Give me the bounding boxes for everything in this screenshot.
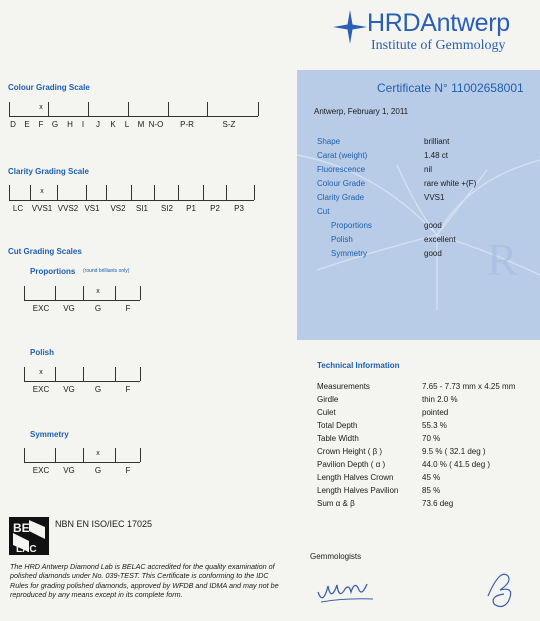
row-label-carat: Carat (weight) — [317, 151, 368, 160]
symmetry-scale-tick — [55, 448, 56, 462]
belac-logo — [9, 517, 49, 555]
tech-label: Length Halves Crown — [317, 473, 394, 482]
proportions-scale-label: EXC — [32, 304, 50, 313]
symmetry-scale-baseline — [24, 462, 140, 463]
colour-scale-label: G — [51, 120, 59, 129]
proportions-note: (round brilliants only) — [83, 268, 130, 274]
certificate-number: Certificate N° 11002658001 — [377, 81, 524, 95]
symmetry-scale-tick — [24, 448, 25, 462]
row-value-clarity-grade: VVS1 — [424, 193, 445, 202]
proportions-scale-tick — [55, 286, 56, 300]
svg-text:R: R — [487, 234, 518, 285]
tech-label: Pavilion Depth ( α ) — [317, 460, 386, 469]
colour-scale-label: I — [81, 120, 85, 129]
symmetry-scale-label: F — [125, 466, 131, 475]
row-value-colour-grade: rare white +(F) — [424, 179, 477, 188]
brand-name: HRDAntwerp — [367, 9, 510, 37]
certificate-date: Antwerp, February 1, 2011 — [314, 107, 409, 116]
proportions-scale-label: VG — [63, 304, 75, 313]
colour-scale-selected-mark: x — [39, 104, 43, 111]
proportions-scale-tick — [115, 286, 116, 300]
row-label-fluorescence: Fluorescence — [317, 165, 366, 174]
proportions-scale-tick — [83, 286, 84, 300]
clarity-scale-selected-mark: x — [40, 188, 44, 195]
tech-label: Measurements — [317, 382, 370, 391]
row-label-polish: Polish — [331, 235, 353, 244]
tech-label: Girdle — [317, 395, 339, 404]
colour-scale-title: Colour Grading Scale — [8, 83, 90, 92]
colour-scale-label: E — [24, 120, 30, 129]
tech-label: Length Halves Pavilion — [317, 486, 399, 495]
belac-logo-lac: LAC — [16, 544, 37, 555]
tech-label: Crown Height ( β ) — [317, 447, 383, 456]
tech-label: Sum α & β — [317, 499, 355, 508]
symmetry-scale-selected-mark: x — [96, 450, 100, 457]
tech-value: 7.65 - 7.73 mm x 4.25 mm — [422, 382, 516, 391]
tech-value: 55.3 % — [422, 421, 447, 430]
tech-value: 85 % — [422, 486, 441, 495]
colour-scale-label: K — [110, 120, 116, 129]
colour-scale-label: J — [96, 120, 100, 129]
polish-scale-selected-mark: x — [39, 369, 43, 376]
polish-scale-label: VG — [63, 385, 75, 394]
colour-scale-tick — [128, 102, 129, 116]
iso-standard: NBN EN ISO/IEC 17025 — [55, 519, 153, 529]
tech-value: 70 % — [422, 434, 441, 443]
clarity-scale-tick — [106, 185, 107, 200]
gemmologists-label: Gemmologists — [310, 552, 362, 561]
symmetry-scale-label: G — [94, 466, 102, 475]
row-value-symmetry: good — [424, 249, 442, 258]
proportions-scale-selected-mark: x — [96, 288, 100, 295]
clarity-scale-label: VVS1 — [31, 204, 53, 213]
clarity-scale-label: SI2 — [160, 204, 174, 213]
proportions-scale-baseline — [24, 300, 140, 301]
clarity-scale-tick — [9, 185, 10, 200]
colour-scale-label: H — [67, 120, 73, 129]
row-value-shape: brilliant — [424, 137, 450, 146]
proportions-scale-tick — [24, 286, 25, 300]
row-value-proportions: good — [424, 221, 442, 230]
row-value-polish: excellent — [424, 235, 456, 244]
tech-value: 45 % — [422, 473, 441, 482]
polish-scale-label: F — [125, 385, 131, 394]
gemmologist-signature-2 — [478, 566, 526, 614]
technical-title: Technical Information — [317, 361, 400, 370]
row-label-colour-grade: Colour Grade — [317, 179, 366, 188]
colour-scale-tick — [258, 102, 259, 116]
colour-scale-label: S-Z — [222, 120, 236, 129]
tech-value: pointed — [422, 408, 449, 417]
colour-scale-label: F — [38, 120, 44, 129]
gemmologist-signature-1 — [315, 572, 375, 610]
colour-scale-label: N-O — [148, 120, 164, 129]
row-label-cut: Cut — [317, 207, 330, 216]
clarity-scale-tick — [254, 185, 255, 200]
clarity-scale-tick — [203, 185, 204, 200]
clarity-scale-label: SI1 — [135, 204, 149, 213]
tech-value: thin 2.0 % — [422, 395, 458, 404]
brand-subtitle: Institute of Gemmology — [371, 38, 506, 53]
polish-scale-title: Polish — [30, 348, 55, 357]
row-label-proportions: Proportions — [331, 221, 372, 230]
symmetry-scale-label: VG — [63, 466, 75, 475]
clarity-scale-label: P1 — [186, 204, 196, 213]
colour-scale-tick — [88, 102, 89, 116]
colour-scale-tick — [207, 102, 208, 116]
proportions-scale-tick — [140, 286, 141, 300]
polish-scale-label: EXC — [32, 385, 50, 394]
polish-scale-label: G — [94, 385, 102, 394]
polish-scale-tick — [115, 367, 116, 381]
proportions-scale-title: Proportions — [30, 267, 76, 276]
proportions-scale-label: F — [125, 304, 131, 313]
clarity-scale-label: VVS2 — [57, 204, 79, 213]
clarity-scale-label: VS1 — [84, 204, 100, 213]
colour-scale-baseline — [9, 116, 258, 117]
row-value-carat: 1.48 ct — [424, 151, 449, 160]
clarity-scale-tick — [30, 185, 31, 200]
tech-label: Culet — [317, 408, 336, 417]
clarity-scale-label: P2 — [210, 204, 220, 213]
clarity-scale-baseline — [9, 200, 254, 201]
polish-scale-tick — [55, 367, 56, 381]
clarity-scale-label: LC — [12, 204, 24, 213]
cut-scales-title: Cut Grading Scales — [8, 247, 82, 256]
polish-scale-tick — [83, 367, 84, 381]
colour-scale-tick — [9, 102, 10, 116]
colour-scale-label: P-R — [180, 120, 194, 129]
hrd-star-icon — [333, 10, 367, 44]
symmetry-scale-title: Symmetry — [30, 430, 69, 439]
polish-scale-tick — [140, 367, 141, 381]
colour-scale-label: L — [124, 120, 130, 129]
belac-logo-be: BE — [13, 521, 30, 535]
accreditation-text: The HRD Antwerp Diamond Lab is BELAC accredited for the quality examination of polished diamonds under No. 039-TEST. This Certificate is conforming to the IDC Rules for grading polished diamonds, approved by WFDB and IDMA and may not be reproduced by any means except in its complete form. — [10, 562, 279, 599]
clarity-scale-label: VS2 — [110, 204, 126, 213]
clarity-scale-tick — [57, 185, 58, 200]
symmetry-scale-tick — [115, 448, 116, 462]
tech-value: 73.6 deg — [422, 499, 454, 508]
clarity-scale-tick — [178, 185, 179, 200]
row-value-fluorescence: nil — [424, 165, 433, 174]
tech-label: Table Width — [317, 434, 359, 443]
tech-value: 44.0 % ( 41.5 deg ) — [422, 460, 491, 469]
colour-scale-tick — [48, 102, 49, 116]
symmetry-scale-tick — [83, 448, 84, 462]
symmetry-scale-tick — [140, 448, 141, 462]
symmetry-scale-label: EXC — [32, 466, 50, 475]
clarity-scale-title: Clarity Grading Scale — [8, 167, 89, 176]
clarity-scale-tick — [86, 185, 87, 200]
clarity-scale-tick — [226, 185, 227, 200]
row-label-shape: Shape — [317, 137, 341, 146]
polish-scale-tick — [24, 367, 25, 381]
row-label-symmetry: Symmetry — [331, 249, 367, 258]
row-label-clarity-grade: Clarity Grade — [317, 193, 365, 202]
colour-scale-label: D — [10, 120, 16, 129]
tech-label: Total Depth — [317, 421, 358, 430]
clarity-scale-tick — [154, 185, 155, 200]
colour-scale-label: M — [137, 120, 145, 129]
polish-scale-baseline — [24, 381, 140, 382]
colour-scale-tick — [168, 102, 169, 116]
proportions-scale-label: G — [94, 304, 102, 313]
clarity-scale-tick — [131, 185, 132, 200]
clarity-scale-label: P3 — [234, 204, 244, 213]
tech-value: 9.5 % ( 32.1 deg ) — [422, 447, 486, 456]
